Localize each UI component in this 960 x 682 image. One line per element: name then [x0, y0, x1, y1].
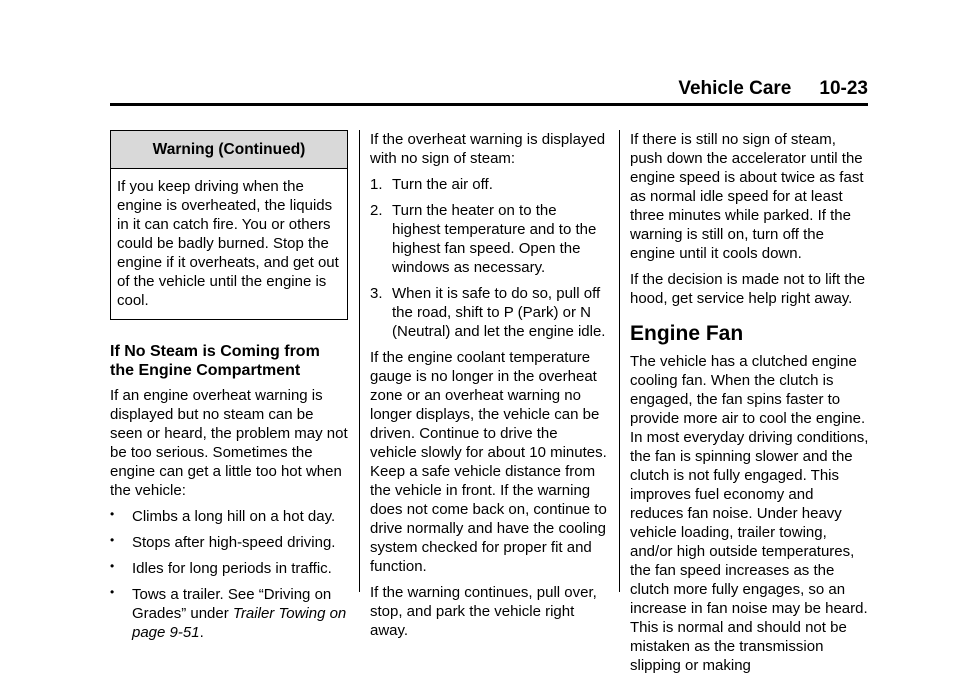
trailer-towing-reference[interactable]: Trailer Towing on page 9-51 [132, 605, 347, 641]
warning-continues-paragraph: If the warning continues, pull over, stop, and park the vehicle right away. [370, 584, 597, 639]
step-item: 2. Turn the heater on to the highest temperature and to the highest fan speed. Open the windows as necessary. [370, 202, 597, 276]
overheat-intro: If the overheat warning is displayed with no sign of steam: [370, 131, 606, 167]
section-title: Vehicle Care [678, 78, 792, 99]
step-item: 3. When it is safe to do so, pull off the road, shift to P (Park) or N (Neutral) and let the engine idle. [370, 285, 606, 340]
accelerator-paragraph: If there is still no sign of steam, push down the accelerator until the engine speed is about twice as fast as normal idle speed for at least three minutes while parked. If the warning is still on, turn off the engine until it cools down. [630, 131, 864, 262]
bullet-icon: • [110, 585, 115, 599]
bullet-icon: • [110, 507, 115, 521]
coolant-gauge-paragraph: If the engine coolant temperature gauge is no longer in the overheat zone or an overheat warning no longer displays, the vehicle can be driven. Continue to drive the vehicle slowly for about 10 minutes. Keep a safe vehicle distance from the vehicle in front. If the warning does not come back on, continue to drive normally and have the cooling system checked for proper fit and function. [370, 349, 607, 575]
column-1 [110, 130, 348, 649]
header-rule [110, 103, 868, 106]
condition-list [110, 507, 348, 642]
no-steam-intro: If an engine overheat warning is displayed but no steam can be seen or heard, the problem may not be too serious. Sometimes the engine can get a little too hot when the vehicle: [110, 387, 348, 499]
warning-text: If you keep driving when the engine is overheated, the liquids in it can catch fire. You or others could be badly burned. Stop the engine if it overheats, and get out of the vehicle until the engine is cool. [117, 178, 339, 309]
list-item: • Tows a trailer. See “Driving on Grades” under Trailer Towing on page 9-51. [110, 585, 347, 641]
warning-title: Warning (Continued) [111, 131, 347, 169]
page-number: 10-23 [819, 78, 868, 99]
step-item: 1. Turn the air off. [370, 176, 493, 193]
column-divider-1 [359, 130, 360, 592]
service-help-paragraph: If the decision is made not to lift the hood, get service help right away. [630, 271, 866, 307]
bullet-icon: • [110, 533, 115, 547]
column-divider-2 [619, 130, 620, 592]
column-2 [370, 130, 608, 647]
steps-list [370, 175, 608, 341]
list-item: • Stops after high-speed driving. [110, 533, 336, 551]
list-item: • Idles for long periods in traffic. [110, 559, 332, 577]
bullet-icon: • [110, 559, 115, 573]
warning-box [110, 130, 348, 320]
section-heading-no-steam: If No Steam is Coming from the Engine Compartment [110, 343, 320, 379]
column-3 [630, 130, 870, 682]
engine-fan-paragraph: The vehicle has a clutched engine cooling fan. When the clutch is engaged, the fan spins faster to provide more air to cool the engine. In most everyday driving conditions, the fan is spinning slower and the clutch is not fully engaged. This improves fuel economy and reduces fan noise. Under heavy vehicle loading, trailer towing, and/or high outside temperatures, the fan speed increases as the clutch more fully engages, so an increase in fan noise may be heard. This is normal and should not be mistaken as the transmission slipping or making [630, 353, 869, 674]
section-heading-engine-fan: Engine Fan [630, 322, 744, 345]
list-item: • Climbs a long hill on a hot day. [110, 507, 336, 525]
page-header [110, 78, 868, 100]
